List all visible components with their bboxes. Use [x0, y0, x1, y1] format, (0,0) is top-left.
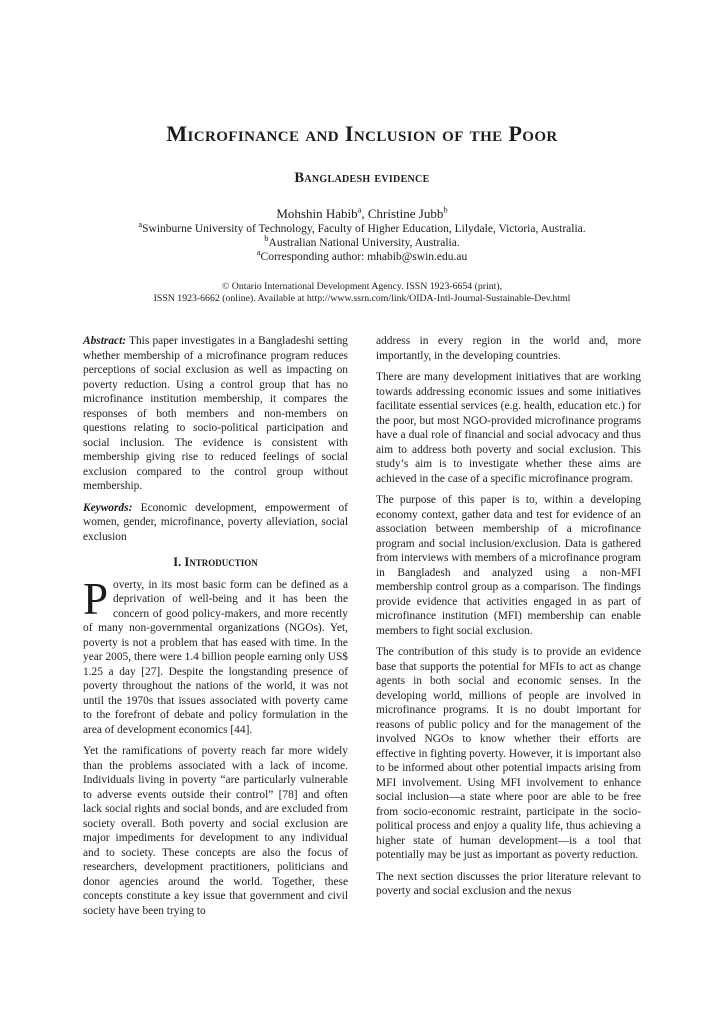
- body-paragraph: The contribution of this study is to provide an evidence base that supports the potential for MFIs to act as change agents in both social and economic senses. In the developing world, millions of people are involved in microfinance programs. It is no doubt important for reasons of public policy and for the management of the involved NGOs to know whether their efforts are effective in fighting poverty. However, it is important also to be informed about other potential impacts arising from MFI involvement. Using MFI involvement to enhance social inclusion—a state where poor are able to be free from socio-economic restraint, participate in the socio-political process and enjoy a quality life, thus achieving a higher state of human development—is a tool that potentially may be just as important as poverty reduction.: [376, 646, 641, 861]
- intro-paragraph-1-text: overty, in its most basic form can be defined as a deprivation of well-being and it has been the concern of good policy-makers, and more recently of many non-governmental organizations (NGOs). Yet, poverty is not a problem that has eased with time. In the year 2005, there were 1.4 billion people earning only US$ 1.25 a day [27]. Despite the longstanding presence of poverty throughout the nations of the world, it was not until the 1970s that issues associated with poverty came to the forefront of debate and policy formulation in the area of development economics [44].: [83, 578, 348, 736]
- left-column: [83, 334, 348, 925]
- section-heading-introduction: I. Introduction: [173, 555, 258, 569]
- abstract-paragraph: [83, 334, 348, 494]
- paper-subtitle: Bangladesh evidence: [294, 170, 430, 186]
- abstract-text: This paper investigates in a Bangladeshi setting whether membership of a microfinance program reduces perceptions of social exclusion as well as impacting on poverty reduction. Using a control group that has no microfinance institution membership, it compares the responses of both members and non-members on questions relating to socio-political participation and social inclusion. The evidence is consistent with membership giving rise to reduced feelings of social exclusion compared to the control group without membership.: [83, 335, 348, 492]
- affiliation-line: [0, 219, 724, 236]
- author-affiliation-mark: b: [443, 204, 448, 215]
- paper-title: Microfinance and Inclusion of the Poor: [166, 121, 558, 146]
- keywords-paragraph: [83, 501, 348, 545]
- keywords-text: Economic development, empowerment of women, gender, microfinance, poverty alleviation, social exclusion: [83, 501, 348, 543]
- affiliation-mark: a: [138, 219, 143, 230]
- drop-cap: P: [83, 573, 109, 624]
- imprint-line-2: ISSN 1923-6662 (online). Available at http://www.ssrn.com/link/OIDA-Intl-Journal-Sustainable-Dev.html: [153, 293, 571, 304]
- keywords-label: Keywords:: [83, 501, 133, 514]
- author-name: Mohshin Habib: [276, 206, 358, 221]
- right-column: [376, 334, 641, 925]
- intro-paragraph-1: [83, 573, 348, 738]
- corresponding-author-line: [0, 247, 724, 264]
- body-paragraph: The next section discusses the prior literature relevant to poverty and social exclusion and the nexus: [376, 870, 641, 897]
- affiliation-line: [0, 233, 724, 250]
- affiliation-text: Australian National University, Australia.: [268, 237, 460, 249]
- affiliation-text: Swinburne University of Technology, Faculty of Higher Education, Lilydale, Victoria, Australia.: [142, 223, 586, 235]
- intro-paragraph-2: Yet the ramifications of poverty reach far more widely than the problems associated with a lack of income. Individuals living in poverty “are particularly vulnerable to adverse events outside their control” [78] and often lack social rights and social bonds, and are excluded from society overall. Both poverty and social exclusion are major impediments for development to any individual and to society. These concepts are also the focus of researchers, development practitioners, politicians and donor agencies around the world. Together, these concepts constitute a key issue that government and civil society have been trying to: [83, 745, 348, 917]
- affiliation-mark: a: [256, 247, 261, 258]
- author-affiliation-mark: a: [357, 204, 362, 215]
- abstract-label: Abstract:: [83, 335, 127, 347]
- corresponding-author-text: Corresponding author: mhabib@swin.edu.au: [260, 251, 468, 263]
- body-paragraph: The purpose of this paper is to, within a developing economy context, gather data and test for evidence of an association between membership of a microfinance program and social inclusion/exclusion. Data is gathered from interviews with members of a microfinance program in Bangladesh and analyzed using a non-MFI membership control group as a comparison. The findings provide evidence that activities engaged in as part of microfinance institution (MFI) membership can enable members to fight social exclusion.: [376, 494, 641, 637]
- paper-header: [0, 0, 724, 305]
- imprint-line-1: © Ontario International Development Agency. ISSN 1923-6654 (print),: [221, 281, 503, 292]
- two-column-body: [83, 334, 641, 925]
- authors-line: [0, 206, 724, 222]
- body-paragraph: address in every region in the world and, more importantly, in the developing countries.: [376, 335, 641, 362]
- affiliation-mark: b: [264, 233, 269, 244]
- author-name: , Christine Jubb: [361, 206, 444, 221]
- body-paragraph: There are many development initiatives that are working towards addressing economic issues and some initiatives facilitate essential services (e.g. health, education etc.) for the poor, but most NGO-provided microfinance programs have a dual role of financial and social advocacy and thus aim to address both poverty and social exclusion. This study’s aim is to investigate whether these aims are achieved in the case of a specific microfinance program.: [376, 371, 641, 485]
- publisher-imprint: [0, 281, 724, 305]
